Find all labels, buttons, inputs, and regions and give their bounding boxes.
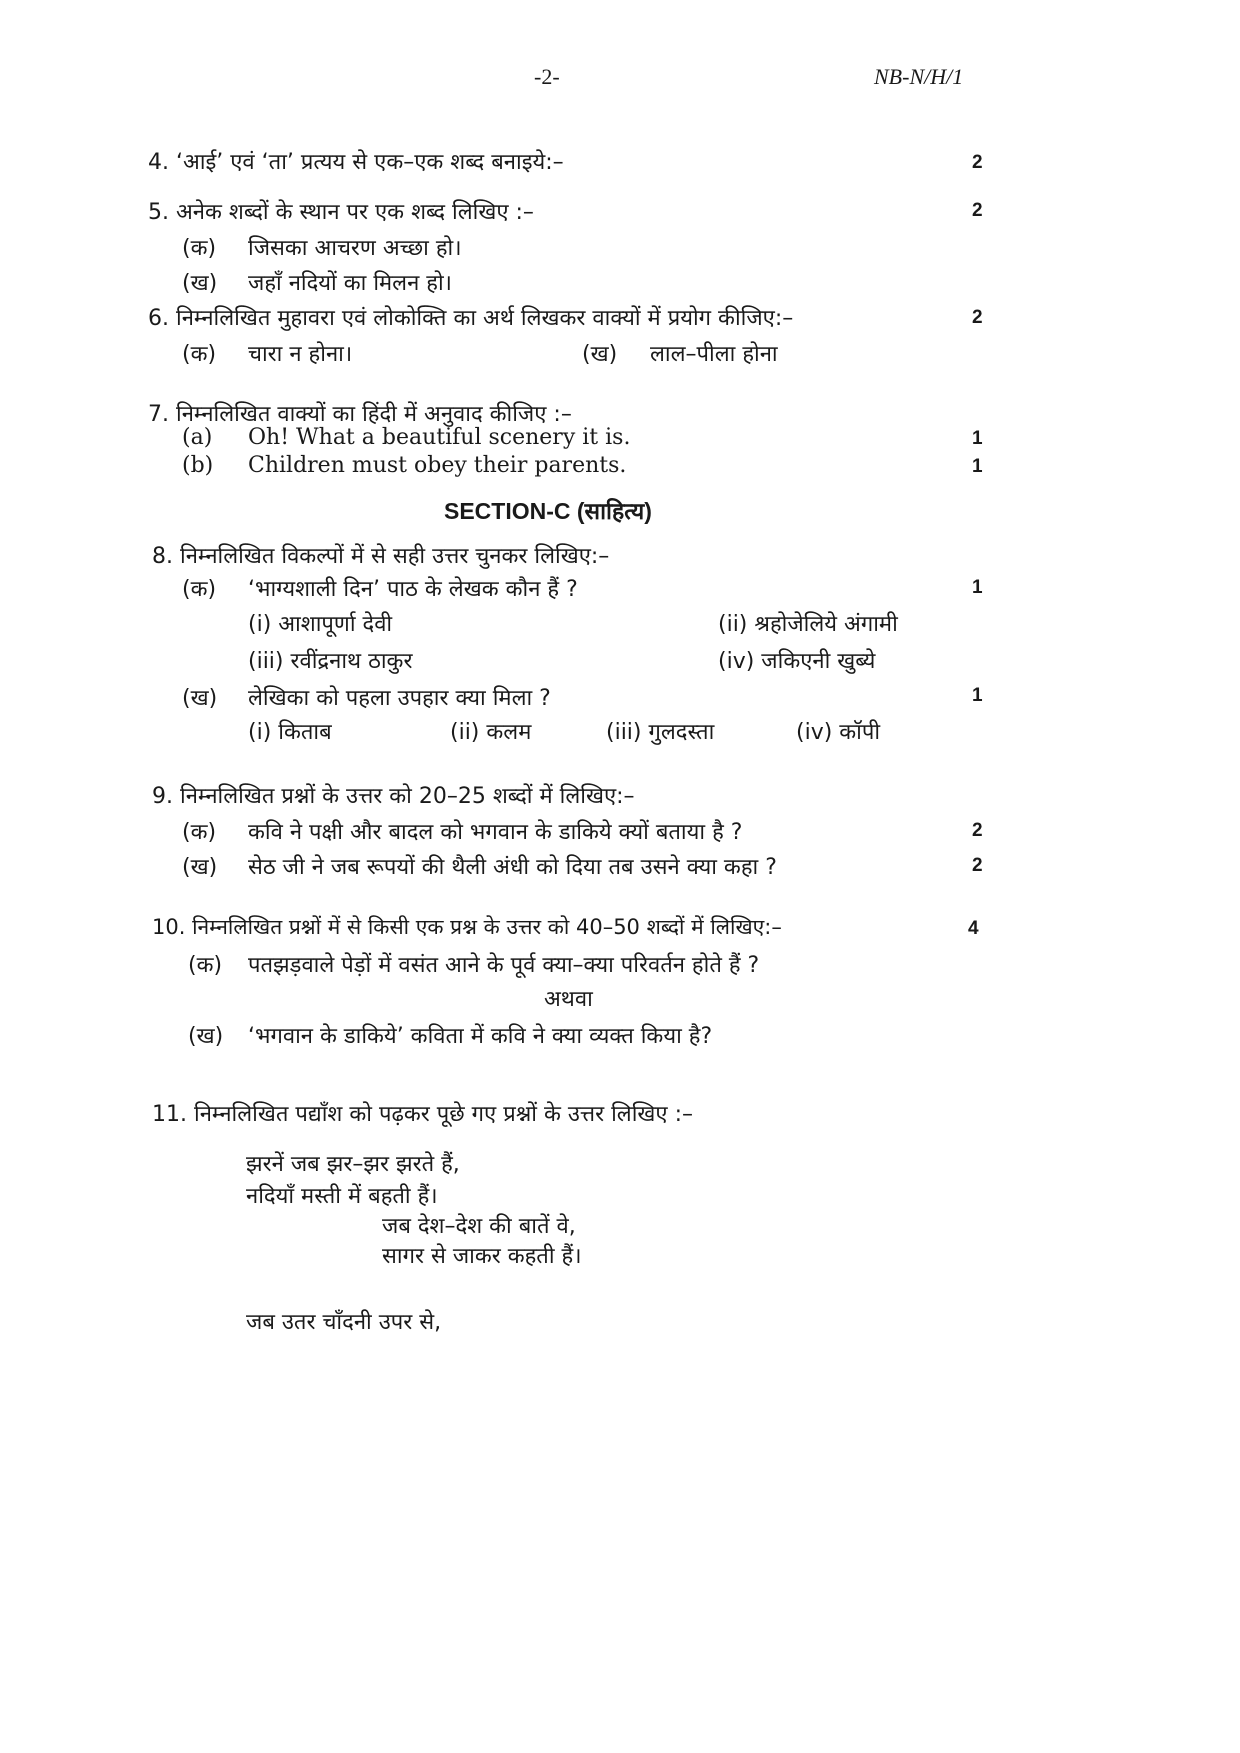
part-label: (ख) [188,1024,224,1049]
marks: 2 [972,855,983,876]
part-text: लाल–पीला होना [650,342,778,367]
question-text: ‘आई’ एवं ‘ता’ प्रत्यय से एक–एक शब्द बनाइये:– [176,150,564,175]
part-text: पतझड़वाले पेड़ों में वसंत आने के पूर्व क्या–क्या परिवर्तन होते हैं ? [248,953,760,978]
part-text: लेखिका को पहला उपहार क्या मिला ? [248,686,551,711]
option: (i) आशापूर्णा देवी [248,612,393,637]
question-text: निम्नलिखित विकल्पों में से सही उत्तर चुनकर लिखिए:– [180,544,610,569]
part-text: चारा न होना। [248,342,353,367]
part-label: (ख) [182,686,218,711]
section-title: SECTION-C (साहित्य) [444,498,652,524]
question-number: 7. [148,402,169,427]
option: (iv) कॉपी [796,720,881,745]
question-number: 6. [148,306,169,331]
question-number: 10. [152,915,186,939]
or-separator: अथवा [544,987,593,1012]
part-label: (क) [182,236,217,261]
question-11 [152,1098,693,1128]
option: (iii) रवींद्रनाथ ठाकुर [248,649,413,674]
part-label: (क) [182,342,217,367]
question-number: 11. [152,1102,187,1127]
marks: 2 [972,152,983,173]
part-text: कवि ने पक्षी और बादल को भगवान के डाकिये क्यों बताया है ? [248,820,743,845]
part-text: ‘भाग्यशाली दिन’ पाठ के लेखक कौन हैं ? [248,577,578,602]
page-number: -2- [534,64,560,89]
marks: 2 [972,307,983,328]
marks: 1 [972,685,983,706]
poem-line: नदियाँ मस्ती में बहती हैं। [246,1184,438,1209]
part-text: Oh! What a beautiful scenery it is. [248,425,631,450]
marks: 2 [972,820,983,841]
part-text: जिसका आचरण अच्छा हो। [248,236,462,261]
question-text: अनेक शब्दों के स्थान पर एक शब्द लिखिए :– [176,200,534,225]
marks: 2 [972,200,983,221]
question-5 [148,196,534,226]
question-7 [148,398,572,428]
question-text: निम्नलिखित पद्याँश को पढ़कर पूछे गए प्रश्नों के उत्तर लिखिए :– [194,1102,693,1127]
part-label: (क) [188,953,223,978]
marks: 4 [968,918,979,939]
part-label: (ख) [582,342,618,367]
option: (ii) श्रहोजेलिये अंगामी [718,612,898,637]
part-text: Children must obey their parents. [248,453,627,478]
poem-line: सागर से जाकर कहती हैं। [382,1244,582,1269]
option: (i) किताब [248,720,332,745]
question-4 [148,146,564,176]
part-text: जहाँ नदियों का मिलन हो। [248,271,453,296]
question-6 [148,302,793,332]
option: (iii) गुलदस्ता [606,720,715,745]
question-text: निम्नलिखित मुहावरा एवं लोकोक्ति का अर्थ लिखकर वाक्यों में प्रयोग कीजिए:– [176,306,794,331]
poem-line: जब देश–देश की बातें वे, [382,1214,576,1239]
part-label: (क) [182,820,217,845]
question-text: निम्नलिखित प्रश्नों में से किसी एक प्रश्न के उत्तर को 40–50 शब्दों में लिखिए:– [192,915,782,939]
question-number: 5. [148,200,169,225]
part-label: (ख) [182,855,218,880]
question-8 [152,540,609,570]
question-number: 4. [148,150,169,175]
paper-code: NB-N/H/1 [874,64,964,89]
question-number: 8. [152,544,173,569]
poem-line: जब उतर चाँदनी उपर से, [246,1310,442,1335]
part-label: (ख) [182,271,218,296]
option: (ii) कलम [450,720,532,745]
option: (iv) जकिएनी खुब्ये [718,649,876,674]
part-text: ‘भगवान के डाकिये’ कविता में कवि ने क्या व्यक्त किया है? [248,1024,713,1049]
part-label: (क) [182,577,217,602]
question-text: निम्नलिखित प्रश्नों के उत्तर को 20–25 शब्दों में लिखिए:– [180,784,635,809]
part-label: (b) [182,453,214,478]
poem-line: झरनें जब झर–झर झरते हैं, [246,1152,460,1177]
question-number: 9. [152,784,173,809]
question-10 [152,913,782,941]
question-9 [152,780,635,810]
marks: 1 [972,577,983,598]
marks: 1 [972,428,983,449]
part-label: (a) [182,425,213,450]
marks: 1 [972,456,983,477]
part-text: सेठ जी ने जब रूपयों की थैली अंधी को दिया तब उसने क्या कहा ? [248,855,777,880]
question-text: निम्नलिखित वाक्यों का हिंदी में अनुवाद कीजिए :– [176,402,572,427]
